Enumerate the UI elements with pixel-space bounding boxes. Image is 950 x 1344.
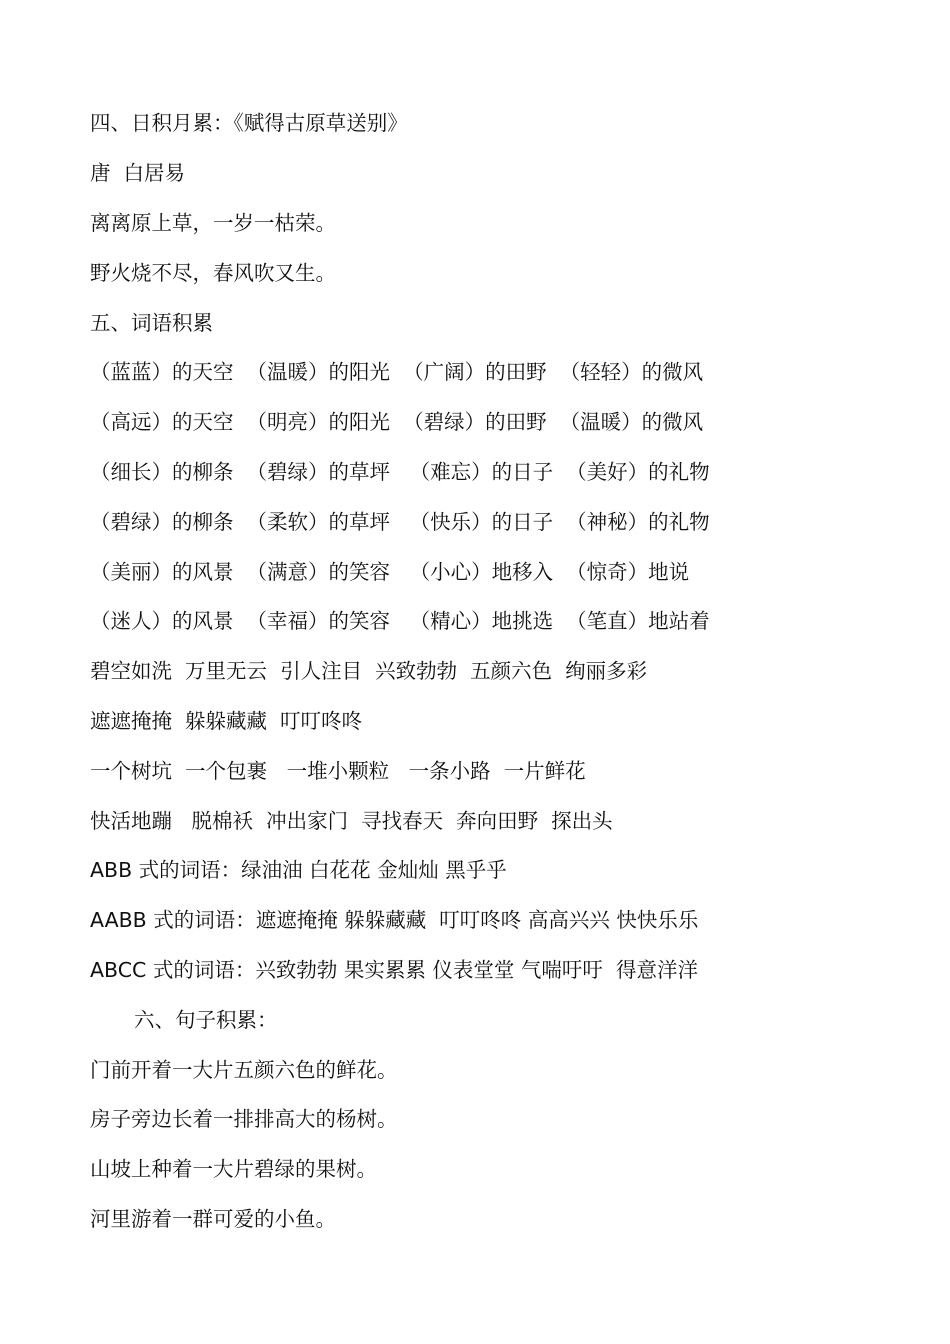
sentence-line: 河里游着一群可爱的小鱼。 bbox=[90, 1207, 336, 1231]
poem-line: 野火烧不尽，春风吹又生。 bbox=[90, 261, 336, 285]
sentence-section-heading: 六、句子积累： bbox=[134, 1008, 278, 1032]
poem-line: 离离原上草，一岁一枯荣。 bbox=[90, 211, 336, 235]
sentence-line: 房子旁边长着一排排高大的杨树。 bbox=[90, 1107, 398, 1131]
vocab-row: （迷人）的风景 （幸福）的笑容 （精心）地挑选 （笔直）地站着 bbox=[90, 609, 710, 633]
pattern-row-abcc: ABCC 式的词语：兴致勃勃 果实累累 仪表堂堂 气喘吁吁 得意洋洋 bbox=[90, 958, 698, 982]
vocab-section-heading: 五、词语积累 bbox=[90, 311, 213, 335]
sentence-line: 山坡上种着一大片碧绿的果树。 bbox=[90, 1157, 377, 1181]
idiom-row: 遮遮掩掩 躲躲藏藏 叮叮咚咚 bbox=[90, 709, 363, 733]
poem-author: 唐 白居易 bbox=[90, 161, 186, 185]
vocab-row: （蓝蓝）的天空 （温暖）的阳光 （广阔）的田野 （轻轻）的微风 bbox=[90, 360, 704, 384]
pattern-row-abb: ABB 式的词语：绿油油 白花花 金灿灿 黑乎乎 bbox=[90, 858, 507, 882]
vocab-row: （细长）的柳条 （碧绿）的草坪 （难忘）的日子 （美好）的礼物 bbox=[90, 460, 710, 484]
phrase-row: 一个树坑 一个包裹 一堆小颗粒 一条小路 一片鲜花 bbox=[90, 759, 586, 783]
vocab-row: （碧绿）的柳条 （柔软）的草坪 （快乐）的日子 （神秘）的礼物 bbox=[90, 510, 710, 534]
sentence-line: 门前开着一大片五颜六色的鲜花。 bbox=[90, 1058, 398, 1082]
phrase-row: 快活地蹦 脱棉袄 冲出家门 寻找春天 奔向田野 探出头 bbox=[90, 809, 613, 833]
vocab-row: （美丽）的风景 （满意）的笑容 （小心）地移入 （惊奇）地说 bbox=[90, 560, 690, 584]
idiom-row: 碧空如洗 万里无云 引人注目 兴致勃勃 五颜六色 绚丽多彩 bbox=[90, 659, 648, 683]
pattern-row-aabb: AABB 式的词语：遮遮掩掩 躲躲藏藏 叮叮咚咚 高高兴兴 快快乐乐 bbox=[90, 908, 699, 932]
vocab-row: （高远）的天空 （明亮）的阳光 （碧绿）的田野 （温暖）的微风 bbox=[90, 410, 704, 434]
poem-section-heading: 四、日积月累：《赋得古原草送别》 bbox=[90, 111, 408, 135]
